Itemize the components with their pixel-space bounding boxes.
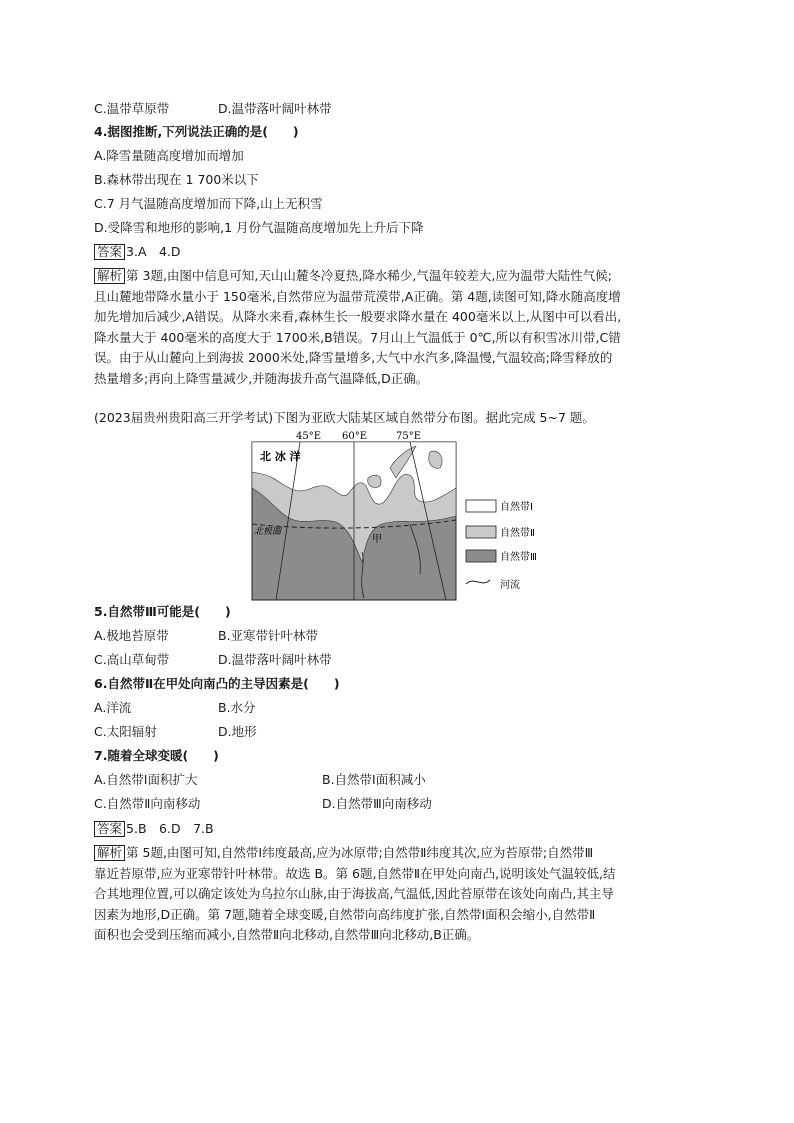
legend-river-icon: [466, 580, 490, 584]
analysis-line: 第 5题,由图可知,自然带Ⅰ纬度最高,应为冰原带;自然带Ⅱ纬度其次,应为苔原带;自然带Ⅲ: [126, 845, 594, 860]
q4-option-b: B.森林带出现在 1 700米以下: [94, 172, 259, 187]
legend-swatch-zone-3: [466, 550, 496, 562]
answer-tag: 答案: [94, 821, 125, 837]
q4-option-d: D.受降雪和地形的影响,1 月份气温随高度增加先上升后下降: [94, 220, 424, 235]
legend-label-zone-2: 自然带Ⅱ: [500, 528, 535, 539]
analysis-line: 第 3题,由图中信息可知,天山山麓冬冷夏热,降水稀少,气温年较差大,应为温带大陆性气候;: [126, 268, 613, 283]
q6-option-d: D.地形: [218, 724, 257, 739]
q6-options-ab: [94, 700, 256, 716]
q3-option-c: C.温带草原带: [94, 101, 170, 116]
legend-label-river: 河流: [500, 580, 520, 591]
answer-tag: 答案: [94, 244, 125, 260]
q7-option-d: D.自然带Ⅲ向南移动: [322, 796, 432, 811]
analysis-tag: 解析: [94, 845, 125, 861]
natural-zone-map: [250, 428, 570, 603]
q3-option-d: D.温带落叶阔叶林带: [218, 101, 332, 116]
arctic-circle-label: 北极圈: [254, 527, 282, 537]
q6-option-c: C.太阳辐射: [94, 724, 157, 739]
q5-option-b: B.亚寒带针叶林带: [218, 628, 319, 643]
q5-options-cd: [94, 652, 332, 668]
q7-options-ab: [94, 772, 426, 788]
analysis-line: 合其地理位置,可以确定该处为乌拉尔山脉,由于海拔高,气温低,因此苔原带在该处向南凸,其主导: [94, 886, 614, 901]
analysis-line: 热量增多;再向上降雪量减少,并随海拔升高气温降低,D正确。: [94, 370, 429, 386]
lon-label-45: 45°E: [296, 431, 322, 442]
analysis-line: 加先增加后减少,A错误。从降水来看,森林生长一般要求降水量在 400毫米以上,从图中可以看出,: [94, 309, 622, 324]
legend-label-zone-3: 自然带Ⅲ: [500, 552, 537, 563]
q5-option-a: A.极地苔原带: [94, 628, 169, 643]
legend-label-zone-1: 自然带Ⅰ: [500, 502, 533, 513]
analysis-line: 靠近苔原带,应为亚寒带针叶林带。故选 B。第 6题,自然带Ⅱ在甲处向南凸,说明该处气温较低,结: [94, 865, 616, 881]
answer-text: 3.A 4.D: [126, 244, 181, 259]
answer-block-2: [94, 821, 214, 837]
island-shape: [368, 475, 381, 487]
q7-option-b: B.自然带Ⅰ面积减小: [322, 772, 426, 787]
lon-label-75: 75°E: [396, 431, 422, 442]
q7-options-cd: [94, 796, 432, 812]
q6-stem: 6.自然带Ⅱ在甲处向南凸的主导因素是( ): [94, 676, 340, 691]
analysis-line: 因素为地形,D正确。第 7题,随着全球变暖,自然带向高纬度扩张,自然带Ⅰ面积会缩小,自然带Ⅱ: [94, 906, 596, 922]
location-jia-label: 甲: [372, 534, 382, 545]
question-intro: (2023届贵州贵阳高三开学考试)下图为亚欧大陆某区域自然带分布图。据此完成 5~7 题。: [94, 410, 595, 425]
q7-stem: 7.随着全球变暖( ): [94, 748, 219, 763]
analysis-line: 误。由于从山麓向上到海拔 2000米处,降雪量增多,大气中水汽多,降温慢,气温较高;降雪释放的: [94, 350, 613, 365]
legend-swatch-zone-1: [466, 500, 496, 512]
analysis-block-2: [94, 843, 694, 946]
q3-options-cd: [94, 101, 332, 117]
q4-stem: 4.据图推断,下列说法正确的是( ): [94, 124, 299, 139]
map-svg: [250, 428, 570, 603]
q6-option-b: B.水分: [218, 700, 256, 715]
q5-stem: 5.自然带Ⅲ可能是( ): [94, 604, 231, 619]
analysis-line: 降水量大于 400毫米的高度大于 1700米,B错误。7月山上气温低于 0℃,所以有积雪冰川带,C错: [94, 329, 621, 345]
analysis-line: 且山麓地带降水量小于 150毫米,自然带应为温带荒漠带,A正确。第 4题,读图可知,降水随高度增: [94, 288, 621, 304]
q7-option-c: C.自然带Ⅱ向南移动: [94, 796, 201, 811]
answer-text: 5.B 6.D 7.B: [126, 821, 214, 836]
lon-label-60: 60°E: [342, 431, 368, 442]
q5-option-d: D.温带落叶阔叶林带: [218, 652, 332, 667]
ocean-label: 北 冰 洋: [260, 450, 301, 463]
legend-swatch-zone-2: [466, 526, 496, 538]
q5-option-c: C.高山草甸带: [94, 652, 170, 667]
q5-options-ab: [94, 628, 319, 644]
q4-option-a: A.降雪量随高度增加而增加: [94, 148, 244, 163]
q6-options-cd: [94, 724, 257, 740]
q6-option-a: A.洋流: [94, 700, 132, 715]
q7-option-a: A.自然带Ⅰ面积扩大: [94, 772, 198, 787]
q4-option-c: C.7 月气温随高度增加而下降,山上无积雪: [94, 196, 323, 211]
analysis-tag: 解析: [94, 268, 125, 284]
analysis-line: 面积也会受到压缩而减小,自然带Ⅱ向北移动,自然带Ⅲ向北移动,B正确。: [94, 927, 480, 942]
analysis-block-1: [94, 266, 694, 389]
answer-block-1: [94, 244, 181, 260]
